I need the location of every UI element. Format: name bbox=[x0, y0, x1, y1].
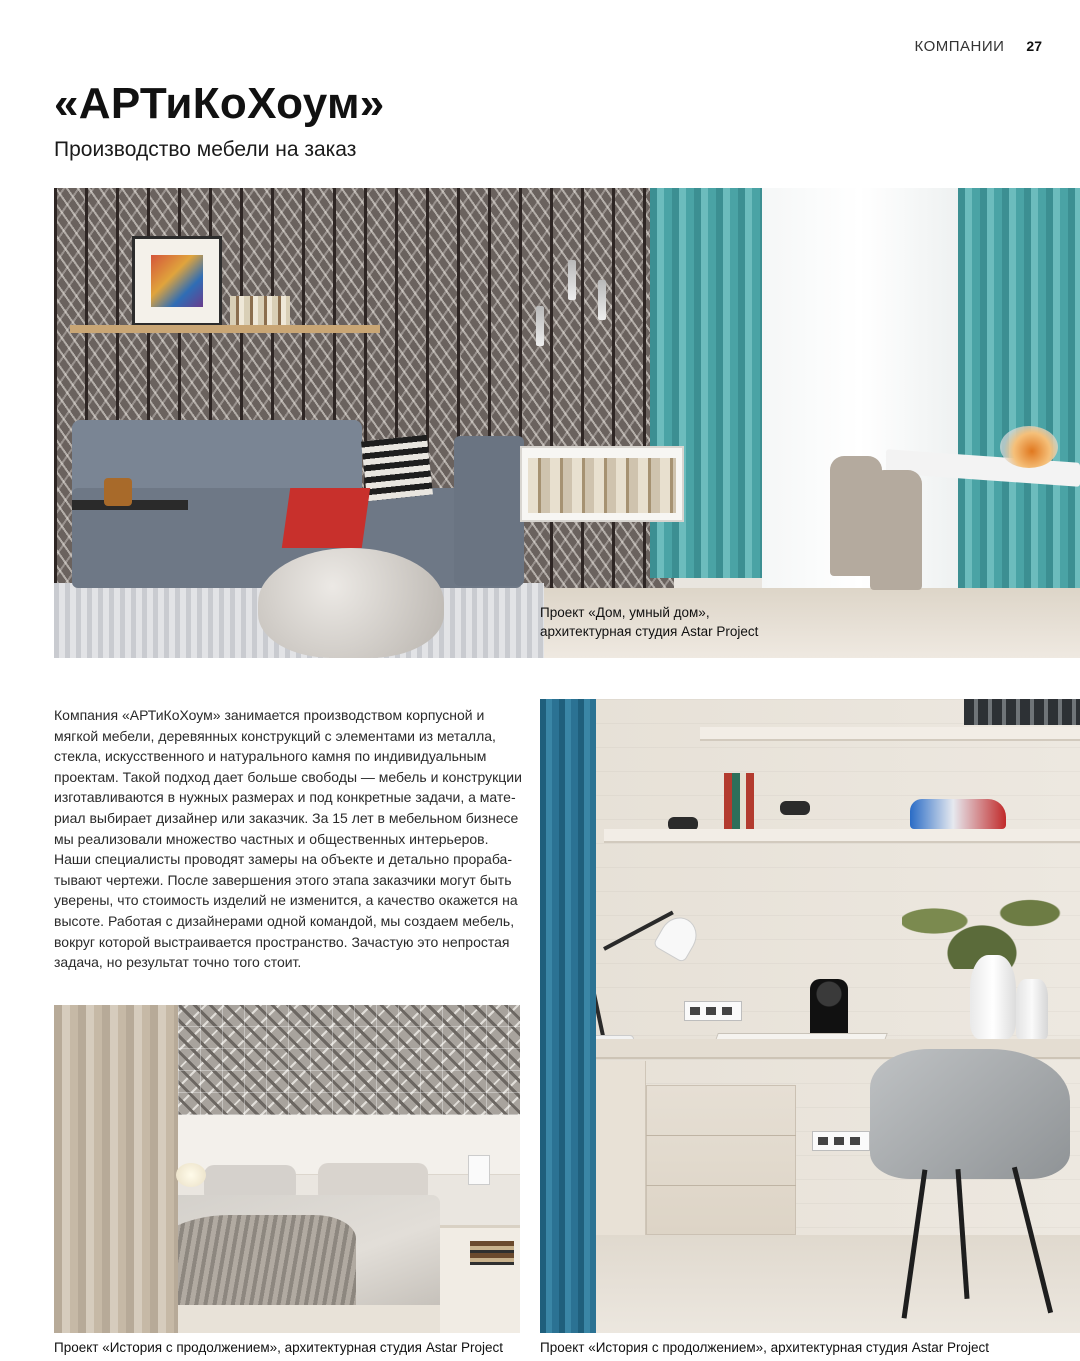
pendant-lamp bbox=[598, 280, 606, 320]
wall-shelf-upper bbox=[700, 727, 1080, 741]
striped-pillow bbox=[361, 435, 433, 502]
patterned-tile-wall bbox=[178, 1005, 520, 1115]
hero-caption-line1: Проект «Дом, умный дом», bbox=[540, 605, 710, 620]
white-vase-small bbox=[1016, 979, 1048, 1039]
shelf-books bbox=[724, 773, 754, 829]
article-body: Компания «АРТиКоХоум» занимается производством корпусной и мягкой мебели, деревянных конструкций с элементами из металла, стекла, искусственного и натурального камня по индивидуальным проектам. Такой подход дает больше свободы — мебель и конструкции изготавливаются в нужных размерах и под конкретные задачи, а материал выбирает дизайнер или заказчик. За 15 лет в мебельном бизнесе мы реализовали множество частных и общественных интерьеров. Наши специалисты проводят замеры на объекте и детально прорабатывают чертежи. После завершения этого этапа заказчики могут быть уверены, что стоимость изделий не изменится, а качество окажется на высоте. Работая с дизайнерами одной командой, мы создаем мебель, вокруг которой выстраивается пространство. Зачастую это непростая задача, но результат точно того стоит. bbox=[54, 707, 522, 971]
desk-socket bbox=[812, 1131, 870, 1151]
shelf-top-items bbox=[964, 699, 1080, 725]
drawer-divider bbox=[646, 1185, 796, 1186]
page-number: 27 bbox=[1026, 38, 1042, 54]
study-caption: Проект «История с продолжением», архитектурная студия Astar Project bbox=[540, 1340, 990, 1355]
wall-socket bbox=[684, 1001, 742, 1021]
hero-caption bbox=[540, 603, 840, 641]
red-throw bbox=[282, 488, 370, 548]
figurine bbox=[810, 979, 848, 1039]
desk-side-panel bbox=[588, 1061, 646, 1235]
bedside-lamp bbox=[176, 1163, 206, 1187]
dining-chair bbox=[870, 470, 922, 590]
glass-vase bbox=[1000, 426, 1058, 468]
desk-chair bbox=[870, 1049, 1070, 1179]
article-subtitle: Производство мебели на заказ bbox=[54, 138, 357, 161]
pouf bbox=[258, 548, 444, 658]
media-unit-books bbox=[528, 458, 676, 513]
wall-shelf bbox=[70, 325, 380, 333]
bedroom-caption: Проект «История с продолжением», архитектурная студия Astar Project bbox=[54, 1340, 504, 1355]
wall-sconce bbox=[468, 1155, 490, 1185]
desk-drawers bbox=[646, 1085, 796, 1235]
shelf-books bbox=[230, 296, 290, 325]
pendant-lamp bbox=[536, 306, 544, 346]
section-name: КОМПАНИИ bbox=[914, 38, 1005, 55]
teal-curtain-right bbox=[958, 188, 1080, 608]
blue-curtain bbox=[540, 699, 596, 1333]
framed-art bbox=[132, 236, 222, 326]
pendant-lamp bbox=[568, 260, 576, 300]
hero-caption-line2: архитектурная студия Astar Project bbox=[540, 624, 759, 639]
drawer-divider bbox=[646, 1135, 796, 1136]
nightstand-books bbox=[470, 1241, 514, 1265]
wall-shelf-lower bbox=[604, 829, 1080, 843]
bedroom-curtain bbox=[54, 1005, 178, 1333]
study-photo bbox=[540, 699, 1080, 1333]
sofa-arm bbox=[454, 436, 524, 586]
running-header bbox=[915, 38, 1043, 55]
white-vase bbox=[970, 955, 1016, 1039]
candle bbox=[104, 478, 132, 506]
bedroom-photo bbox=[54, 1005, 520, 1333]
toy-motorcycle bbox=[780, 801, 810, 815]
toy-race-car bbox=[910, 799, 1006, 829]
floor bbox=[596, 1235, 1080, 1333]
article-title: «АРТиКоХоум» bbox=[54, 79, 385, 128]
living-room-photo bbox=[54, 188, 1080, 658]
